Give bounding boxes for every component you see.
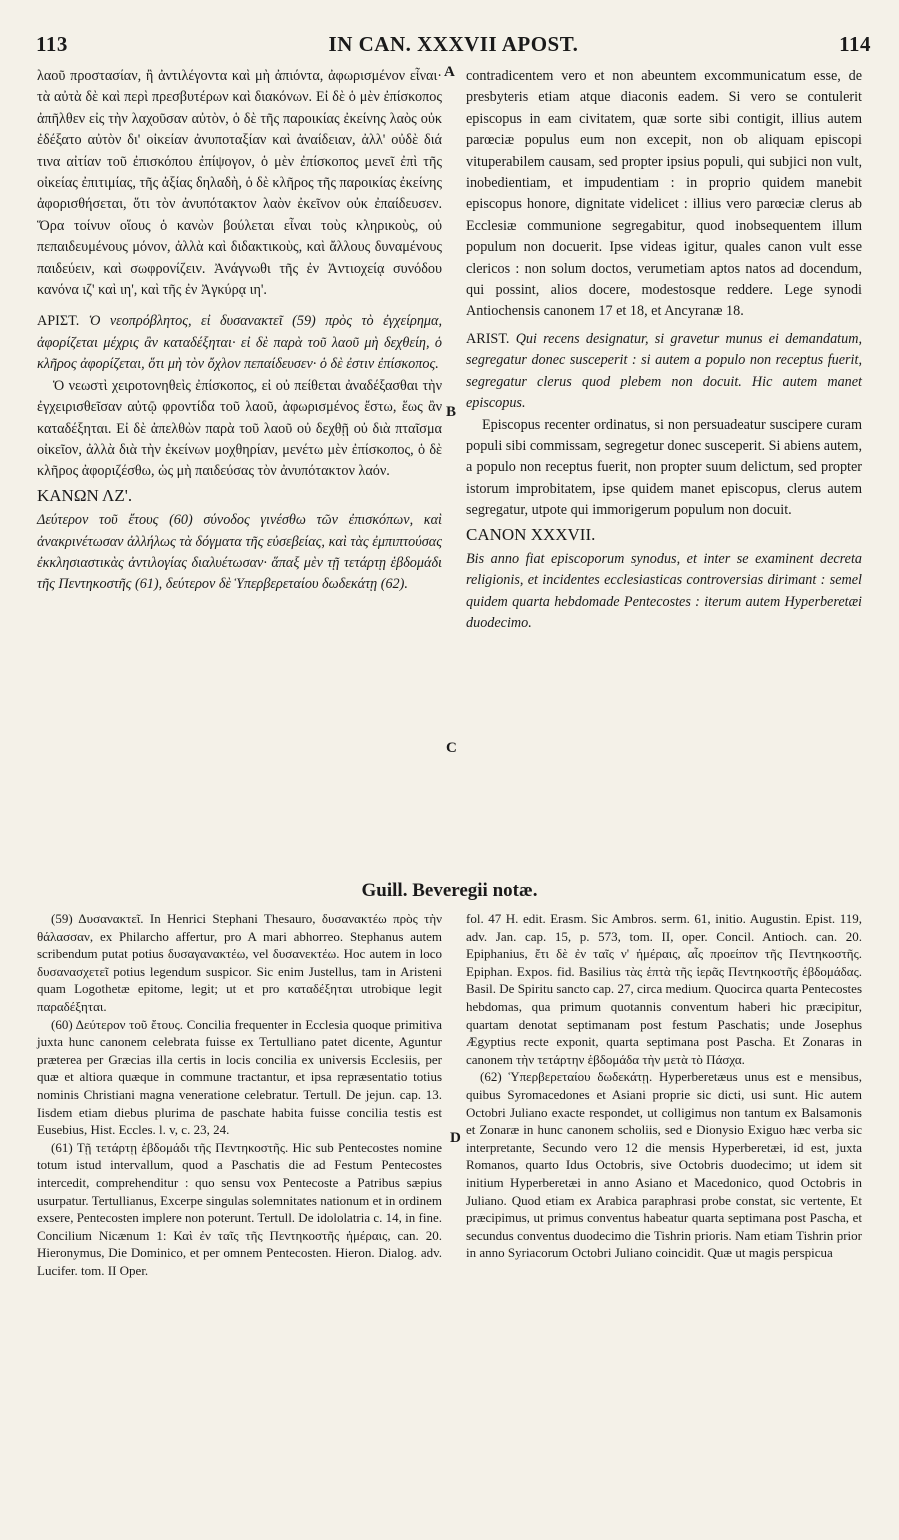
margin-marker-b: B — [446, 404, 457, 420]
margin-marker-d: D — [450, 1130, 461, 1146]
latin-arist-text: Qui recens designatur, si gravetur munus ei demandatum, segregatur donec susceperit : si autem a populo non receptus fuerit, segregatur clerus quod plebem non docuit. Hic autem manet episcopus. — [466, 330, 862, 412]
note-61: (61) Τῇ τετάρτῃ ἑβδομάδι τῆς Πεντηκοστῆς. Hic sub Pentecostes nomine totum istud intervallum, quod a Paschatis die ad Festum Pentecostes intercedit, comprehenditur : quo sensu vox Pentecoste a Patribus sæpius usurpatur. Tertullianus, Excerpe singulas solemnitates nationum et in ordinem exsere, Pentecosten implere non poterunt. Tertull. De idololatria c. 14, in fine. Concilium Nicænum 1: Καὶ ἐν ταῖς τῆς Πεντηκοστῆς ἡμέραις, can. 20. Hieronymus, Die Dominico, et per omnem Pentecosten. Hieron. Dialog. adv. Lucifer. tom. II Oper. — [37, 1139, 442, 1278]
greek-commentary-paragraph: λαοῦ προστασίαν, ἢ ἀντιλέγοντα καὶ μὴ ἀπιόντα, ἀφωρισμένον εἶναι· τὰ αὐτὰ δὲ καὶ περὶ πρεσβυτέρων καὶ διακόνων. Εἰ δὲ ὁ μὲν ἐπίσκοπος ἀπῆλθεν εἰς τὴν λαχοῦσαν αὐτὸν, ὁ δὲ τῆς παροικίας ἐκείνης λαὸς οὐκ ἐδέξατο αὐτὸν δι' οἰκείαν ἀνυποταξίαν καὶ ἀναίδειαν, ἀλλ' οὐδὲ διά τινα αἰτίαν τοῦ ἐπισκόπου ἐπίψογον, ὁ μὲν ἐπίσκοπος μενεῖ ἐπὶ τῆς οἰκείας ἐπιτιμίας, τῆς ἀξίας δηλαδὴ, ὁ δὲ κλῆρος τῆς παροικίας ἐκείνης ἀφορισθήσεται, ὅτι τὸν ἀνυπότακτον λαὸν ἐκεῖνον οὐκ ἐπαίδευσεν. Ὅρα τοίνυν οἵους ὁ κανὼν βούλεται εἶναι τοὺς κληρικοὺς, οὐ πεπαιδευμένους μόνον, ἀλλὰ καὶ διδακτικοὺς, καὶ ἄλλους δυναμένους παιδεύειν, καὶ σωφρονίζειν. Ἀνάγνωθι τῆς ἐν Ἀντιοχείᾳ συνόδου κανόνα ιζ' καὶ ιη', καὶ τῆς ἐν Ἀγκύρᾳ ιη'. — [37, 68, 442, 299]
notes-heading: Guill. Beveregii notæ. — [361, 880, 538, 901]
margin-marker-a: A — [444, 64, 455, 80]
latin-arist-label: ARIST. — [466, 330, 510, 347]
greek-aristenus-summary — [37, 311, 442, 375]
greek-canon-text: Δεύτερον τοῦ ἔτους (60) σύνοδος γινέσθω τῶν ἐπισκόπων, καὶ ἀνακρινέτωσαν ἀλλήλως τὰ δόγματα τῆς εὐσεβείας, καὶ τὰς ἐμπιπτούσας ἐκκλησιαστικὰς ἀντιλογίας διαλυέτωσαν· ἅπαξ μὲν τῇ τετάρτῃ ἑβδομάδι τῆς Πεντηκοστῆς (61), δεύτερον δὲ Ὑπερβερεταίου δωδεκάτῃ (62). — [37, 512, 442, 593]
latin-paraphrase-paragraph: Episcopus recenter ordinatus, si non persuadeatur suscipere curam populi sibi commissam, segregetur donec susceperit. Si abiens autem, a populo non receptus fuerit, non propter suum delictum, sed propter istorum improbitatem, ipse quidem manet episcopus, clerus autem segregatur, utpote qui immorigerum populum non docuit. — [466, 416, 862, 519]
left-page-number: 113 — [36, 32, 68, 56]
margin-marker-c: C — [446, 740, 457, 756]
note-60: (60) Δεύτερον τοῦ ἔτους. Concilia frequenter in Ecclesia quoque primitiva juxta hunc canonem celebrata fuisse ex Tertulliano patet dicente, Aguntur præterea per Græcias illa certis in locis concilia ex universis Ecclesiis, per quæ et altiora quæque in commune tractantur, et ipsa repræsentatio totius nominis Christiani magna veneratione celebratur. Tertull. De jejun. cap. 13. Iisdem etiam diebus plurima de paschate habita fuisse concilia testis est Eusebius, Hist. Eccles. l. v, c. 23, 24. — [37, 1016, 442, 1138]
greek-column — [37, 66, 442, 596]
running-title: IN CAN. XXXVII APOST. — [328, 32, 579, 56]
latin-commentary-paragraph: contradicentem vero et non abeuntem excommunicatum esse, de presbyteris etiam atque diaconis eadem. Si vero se contulerit episcopus in eam civitatem, quæ sorte sibi contigit, illius autem parœciæ populus eum non excepit, non ob aliquam episcopi vituperabilem causam, sed propter ipsius populi, qui subjici non vult, inobedientiam, et impudentiam : in proprio quidem manebit episcopus honore, dignitate videlicet : illius vero parœciæ clerus ab Ecclesiæ communione segregabitur, quod inobsequentem illum populum non docuerit. Ipse videas igitur, quales canon vult esse clericos : non solum doctos, verumetiam aptos natos ad docendum, qui possint, alios docere, modestosque reddere. Lege synodi Antiochensis canonem 17 et 18, et Ancyranæ 18. — [466, 68, 862, 320]
greek-arist-label: ΑΡΙΣΤ. — [37, 313, 80, 330]
notes-right-column — [466, 910, 862, 1262]
latin-aristenus-summary — [466, 329, 862, 415]
greek-paraphrase-paragraph: Ὁ νεωστὶ χειροτονηθεὶς ἐπίσκοπος, εἰ οὐ πείθεται ἀναδέξασθαι τὴν ἐγχειρισθεῖσαν αὐτῷ φροντίδα τοῦ λαοῦ, ἀφωρισμένος ἔστω, ἕως ἂν καταδέξηται. Εἰ δὲ ἀπελθὼν παρὰ τοῦ λαοῦ οὐ δεχθῇ οὐ διὰ πταῖσμα οἰκεῖον, ἀλλὰ διὰ τὴν ἐκείνων μοχθηρίαν, μενέτω μὲν ἐπίσκοπος, ὁ δὲ κλῆρος ἀφοριζέσθω, ὡς μὴ παιδεύσας τὸν ἀνυπότακτον λαόν. — [37, 377, 442, 480]
greek-arist-text: Ὁ νεοπρόβλητος, εἰ δυσανακτεῖ (59) πρὸς τὸ ἐγχείρημα, ἀφορίζεται μέχρις ἂν καταδέξηται· εἰ δὲ παρὰ τοῦ λαοῦ μὴ δεχθείη, ὁ κλῆρος ἀφορίζεται, ὅτι μὴ τὸν ὄχλον πεπαίδευσεν· ὁ δὲ ἐστιν ἐπίσκοπος. — [37, 313, 442, 373]
latin-canon-title: CANON XXXVII. — [466, 524, 596, 544]
right-page-number: 114 — [839, 32, 871, 56]
latin-canon-text: Bis anno fiat episcoporum synodus, et inter se examinent decreta religionis, et incidentes ecclesiasticas controversias dirimant : semel quidem quarta hebdomade Pentecostes : iterum autem Hyperberetæi duodecimo. — [466, 550, 862, 632]
note-61-continued: fol. 47 H. edit. Erasm. Sic Ambros. serm. 61, initio. Augustin. Epist. 119, adv. Jan. cap. 15, p. 573, tom. II, oper. Concil. Antioch. can. 20. Epiphanius, ἔτι δὲ ἐν ταῖς ν' ἡμέραις, αἷς προείπον τῆς Πεντηκοστῆς. Epiphan. Expos. fid. Basilius τὰς ἑπτὰ τῆς ἱερᾶς Πεντηκοστῆς ἑβδομάδας. Basil. De Spiritu sancto cap. 27, circa medium. Quocirca quarta Pentecostes hebdomas, qua primum quotannis conventum haberi hic præcipitur, quartam denotat septimanam post festum Paschatis; unde Josephus Ægyptius recte exponit, quarta septimana post Pascha. Et Zonaras in canonem τὴν τετάρτην ἑβδομάδα τὴν μετὰ τὸ Πάσχα. — [466, 911, 862, 1067]
greek-canon-title: ΚΑΝΩΝ ΛΖ'. — [37, 485, 133, 505]
latin-column — [466, 66, 862, 635]
page-header — [36, 32, 871, 60]
notes-left-column — [37, 910, 442, 1279]
note-59: (59) Δυσανακτεῖ. In Henrici Stephani Thesauro, δυσανακτέω πρὸς τὴν θάλασσαν, ex Philarcho affertur, pro A mari abhorreo. Stephanus autem scribendum putat potius δυσαγανακτέω, vel δυσανεκτέω. Hoc autem in loco δυσανασχετεῖ potius legendum suspicor. Sic enim Justellus, tam in Aristeni quam Logothetæ epitome, legit; ut et pro καταδέξηται utrobique legit παραδέξηται. — [37, 911, 442, 1014]
note-62: (62) Ὑπερβερεταίου δωδεκάτῃ. Hyperberetæus unus est e mensibus, quibus Syromacedones et Asiani proprie sic dicti, usi sunt. Hic autem Octobri Juliano exacte respondet, ut colligimus non tantum ex Balsamonis et Zonaræ in hunc canonem scholiis, sed e Dionysio Exiguo hæc verba sic interpretante, Secundo vero 12 die mensis Hyperberetæi, id est, juxta Romanos, quarto Idus Octobris, sive Octobris duodecimo; ut idem sit initium Hyperberetæi in anno Asiano et Macedonico, quod Octobris in Juliano. Quod etiam ex Arabica paraphrasi probe constat, sic vertente, Et præcipimus, ut primus conventus habeatur quarta septimana post Pascha, et secundus conventus duodecimo die Tishrin prioris. Nam etiam Tishrin prior in anno Syriacorum Octobri Juliano coincidit. Quæ ut magis perspicua — [466, 1069, 862, 1261]
